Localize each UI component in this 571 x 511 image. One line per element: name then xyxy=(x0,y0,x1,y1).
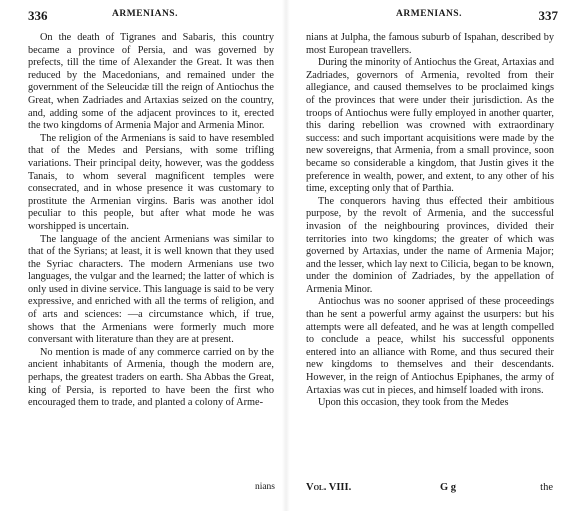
volume-label: Vol. VIII. xyxy=(306,482,352,493)
right-page-number: 337 xyxy=(538,8,558,23)
left-running-head xyxy=(0,8,286,26)
right-page xyxy=(290,0,571,511)
signature-mark: G g xyxy=(440,482,457,493)
right-running-title: ARMENIANS. xyxy=(396,9,462,19)
left-paragraph-2: The religion of the Armenians is said to have resembled that of the Medes and Persians, with some trifling variations. Their principal deity, however, was the goddess Tanais, to whom several magnificent temples were consecrated, and in whose presence it was customary to prostitute the Armenian virgins. Baris was another idol peculiar to this people, but after what mode he was worshipped is uncertain. xyxy=(28,132,274,232)
right-running-head xyxy=(290,8,571,26)
left-footer xyxy=(0,482,286,496)
right-paragraph-1: During the minority of Antiochus the Great, Artaxias and Zadriades, governors of Armenia, revolted from their allegiance, and caused themselves to be proclaimed kings of the provinces that were under their jurisdiction. As the troops of Antiochus were fully employed in another quarter, this daring rebellion was crowned with extraordinary success: and such important acquisitions were made by the new sovereigns, that Armenia, from a small province, soon became so considerable a kingdom, that Justin gives it the preference in wealth, power, and extent, to any other of his time, excepting only that of Parthia. xyxy=(306,57,554,195)
left-paragraph-4: No mention is made of any commerce carried on by the ancient inhabitants of Armenia, though the modern are, perhaps, the greatest traders on earth. Sha Abbas the Great, king of Persia, is reported to have been the first who encouraged them to trade, and planted a colony of Arme- xyxy=(28,346,274,409)
book-gutter xyxy=(282,0,290,511)
right-footer xyxy=(290,482,571,496)
right-continuation: nians at Julpha, the famous suburb of Ispahan, described by most European travellers. xyxy=(306,32,554,56)
left-page-number: 336 xyxy=(28,8,48,23)
left-paragraph-1: On the death of Tigranes and Sabaris, this country became a province of Persia, and was governed by prefects, till the time of Alexander the Great. It was then reduced by the Macedonians, and remained under the government of the Seleucidæ till the reign of Antiochus the Great, when Zadriades and Artaxias seized on the country, and, adding some of the adjacent provinces to it, erected the two kingdoms of Armenia Major and Armenia Minor. xyxy=(28,32,274,132)
left-text-block xyxy=(28,32,274,410)
right-paragraph-3: Antiochus was no sooner apprised of these proceedings than he sent a powerful army against the usurpers: but his attempts were all defeated, and he was at length compelled to conclude a peace, whilst his successful opponents entered into an alliance with Rome, and thus secured their new kingdoms to themselves and their descendants. However, in the reign of Antiochus Epiphanes, the army of Artaxias was cut in pieces, and himself loaded with irons. xyxy=(306,296,554,396)
right-paragraph-2: The conquerors having thus effected their ambitious purpose, by the revolt of Armenia, and the successful invasion of the neighbouring provinces, divided their territories into two kingdoms; the greater of which was governed by Artaxias, under the name of Armenia Major; and the lesser, which lay next to Cilicia, began to be known, under the dominion of Zadriades, by the appellation of Armenia Minor. xyxy=(306,195,554,295)
left-running-title: ARMENIANS. xyxy=(112,9,178,19)
right-text-block xyxy=(306,32,554,410)
right-catchword: the xyxy=(540,482,553,493)
right-paragraph-4: Upon this occasion, they took from the Medes xyxy=(318,397,509,409)
left-paragraph-3: The language of the ancient Armenians was similar to that of the Syrians; at least, it is well known that they used the Syriac characters. The modern Armenians use two languages, the vulgar and the learned; the latter of which is only used in divine service. This language is said to be very expressive, and enriched with all the terms of religion, and of arts and sciences: —a circumstance which, if true, shows that the Armenians were formerly much more conversant with literature than they are at present. xyxy=(28,233,274,346)
left-catchword: nians xyxy=(254,482,275,492)
